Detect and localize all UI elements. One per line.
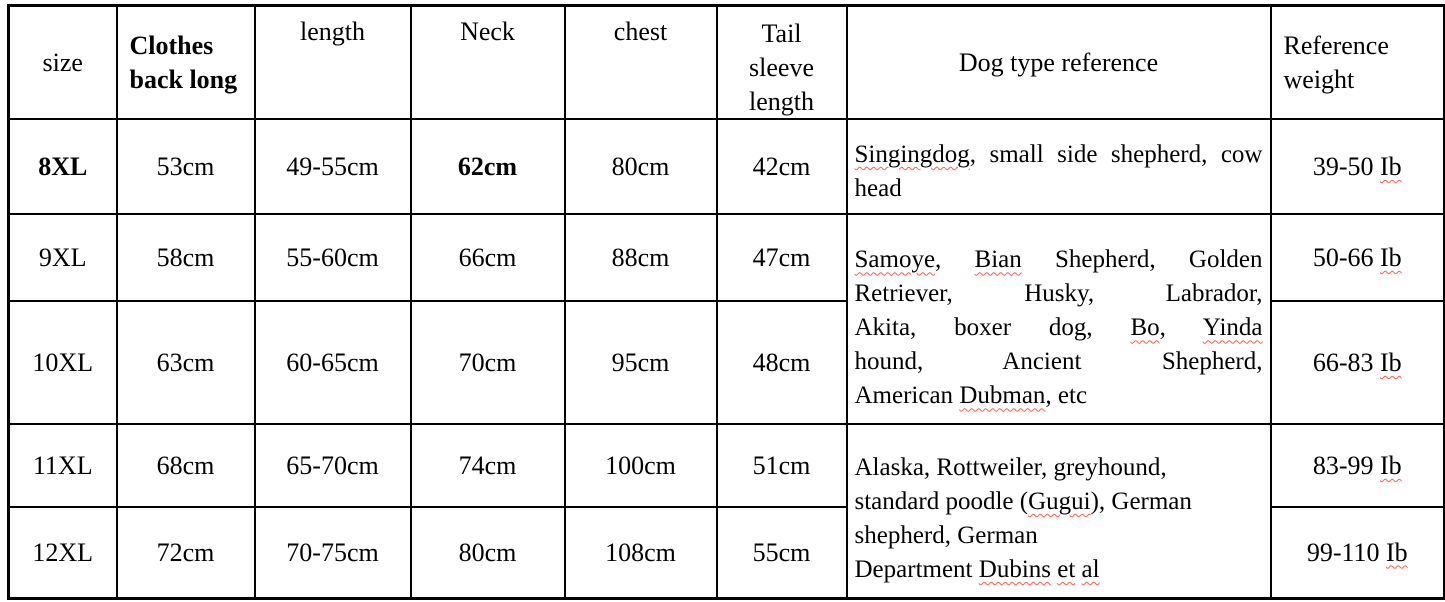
cell-8xl-tail-sleeve: 42cm bbox=[717, 119, 847, 214]
header-clothes-back-long: Clothes back long bbox=[117, 6, 255, 120]
misspelled-word: Ib bbox=[1380, 347, 1402, 377]
misspelled-word: al bbox=[1081, 556, 1100, 584]
cell-8xl-reference-weight: 39-50 Ib bbox=[1271, 119, 1445, 214]
misspelled-word: Ib bbox=[1380, 450, 1402, 480]
dog-type-line: Alaska, Rottweiler, greyhound, bbox=[854, 454, 1167, 482]
dog-type-line: Singingdog, small side shepherd, cow bbox=[854, 140, 1263, 168]
cell-11xl-tail-sleeve: 51cm bbox=[717, 424, 847, 507]
cell-8xl-clothes-back-long: 53cm bbox=[117, 119, 255, 214]
header-neck: Neck bbox=[411, 6, 565, 120]
misspelled-word: Yinda bbox=[1202, 314, 1263, 342]
dog-size-chart-table bbox=[7, 4, 1445, 600]
cell-11xl-12xl-dog-type bbox=[847, 424, 1271, 598]
misspelled-word: Ib bbox=[1380, 242, 1402, 272]
cell-8xl-chest: 80cm bbox=[565, 119, 717, 214]
misspelled-word: Ib bbox=[1380, 151, 1402, 181]
cell-11xl-reference-weight: 83-99 Ib bbox=[1271, 424, 1445, 507]
cell-10xl-tail-sleeve: 48cm bbox=[717, 301, 847, 424]
misspelled-word: Bian bbox=[974, 246, 1022, 274]
misspelled-word: Dubins bbox=[978, 556, 1051, 584]
header-dog-type-reference: Dog type reference bbox=[847, 6, 1271, 120]
dog-type-line: shepherd, German bbox=[854, 522, 1038, 550]
cell-10xl-size: 10XL bbox=[9, 301, 117, 424]
cell-10xl-reference-weight: 66-83 Ib bbox=[1271, 301, 1445, 424]
dog-type-line: American Dubman, etc bbox=[854, 382, 1088, 410]
dog-type-line: hound, Ancient Shepherd, bbox=[854, 348, 1263, 376]
misspelled-word: Ib bbox=[1386, 537, 1408, 567]
dog-type-line: standard poodle (Gugui), German bbox=[854, 488, 1192, 516]
cell-9xl-tail-sleeve: 47cm bbox=[717, 214, 847, 301]
cell-10xl-length: 60-65cm bbox=[255, 301, 411, 424]
cell-10xl-clothes-back-long: 63cm bbox=[117, 301, 255, 424]
cell-9xl-length: 55-60cm bbox=[255, 214, 411, 301]
cell-9xl-reference-weight: 50-66 Ib bbox=[1271, 214, 1445, 301]
cell-10xl-neck: 70cm bbox=[411, 301, 565, 424]
cell-12xl-length: 70-75cm bbox=[255, 507, 411, 598]
cell-8xl-neck: 62cm bbox=[411, 119, 565, 214]
cell-9xl-size: 9XL bbox=[9, 214, 117, 301]
cell-12xl-neck: 80cm bbox=[411, 507, 565, 598]
dog-type-line: Department Dubins et al bbox=[854, 556, 1100, 584]
cell-8xl-dog-type bbox=[847, 119, 1271, 214]
row-11xl bbox=[9, 424, 1445, 507]
cell-11xl-size: 11XL bbox=[9, 424, 117, 507]
header-reference-weight: Reference weight bbox=[1271, 6, 1445, 120]
cell-11xl-clothes-back-long: 68cm bbox=[117, 424, 255, 507]
header-size: size bbox=[9, 6, 117, 120]
misspelled-word: et bbox=[1057, 556, 1076, 584]
header-chest: chest bbox=[565, 6, 717, 120]
cell-11xl-chest: 100cm bbox=[565, 424, 717, 507]
misspelled-word: Samoye bbox=[854, 246, 936, 274]
misspelled-word: Singingdog bbox=[854, 140, 970, 168]
cell-8xl-length: 49-55cm bbox=[255, 119, 411, 214]
header-tail-sleeve-length: Tail sleeve length bbox=[717, 6, 847, 120]
cell-12xl-reference-weight: 99-110 Ib bbox=[1271, 507, 1445, 598]
cell-9xl-10xl-dog-type bbox=[847, 214, 1271, 424]
cell-11xl-neck: 74cm bbox=[411, 424, 565, 507]
cell-12xl-chest: 108cm bbox=[565, 507, 717, 598]
cell-9xl-clothes-back-long: 58cm bbox=[117, 214, 255, 301]
cell-9xl-chest: 88cm bbox=[565, 214, 717, 301]
cell-9xl-neck: 66cm bbox=[411, 214, 565, 301]
cell-12xl-clothes-back-long: 72cm bbox=[117, 507, 255, 598]
dog-type-line: Retriever, Husky, Labrador, bbox=[854, 280, 1263, 308]
misspelled-word: Gugui bbox=[1028, 488, 1091, 516]
row-9xl bbox=[9, 214, 1445, 301]
cell-12xl-tail-sleeve: 55cm bbox=[717, 507, 847, 598]
cell-10xl-chest: 95cm bbox=[565, 301, 717, 424]
row-8xl bbox=[9, 119, 1445, 214]
cell-8xl-size: 8XL bbox=[9, 119, 117, 214]
cell-11xl-length: 65-70cm bbox=[255, 424, 411, 507]
misspelled-word: Bo bbox=[1130, 314, 1160, 342]
header-row bbox=[9, 6, 1445, 120]
cell-12xl-size: 12XL bbox=[9, 507, 117, 598]
dog-type-line: Akita, boxer dog, Bo, Yinda bbox=[854, 314, 1263, 342]
dog-type-line: Samoye, Bian Shepherd, Golden bbox=[854, 246, 1263, 274]
dog-type-line: head bbox=[854, 174, 902, 202]
misspelled-word: Dubman bbox=[959, 382, 1046, 410]
header-length: length bbox=[255, 6, 411, 120]
